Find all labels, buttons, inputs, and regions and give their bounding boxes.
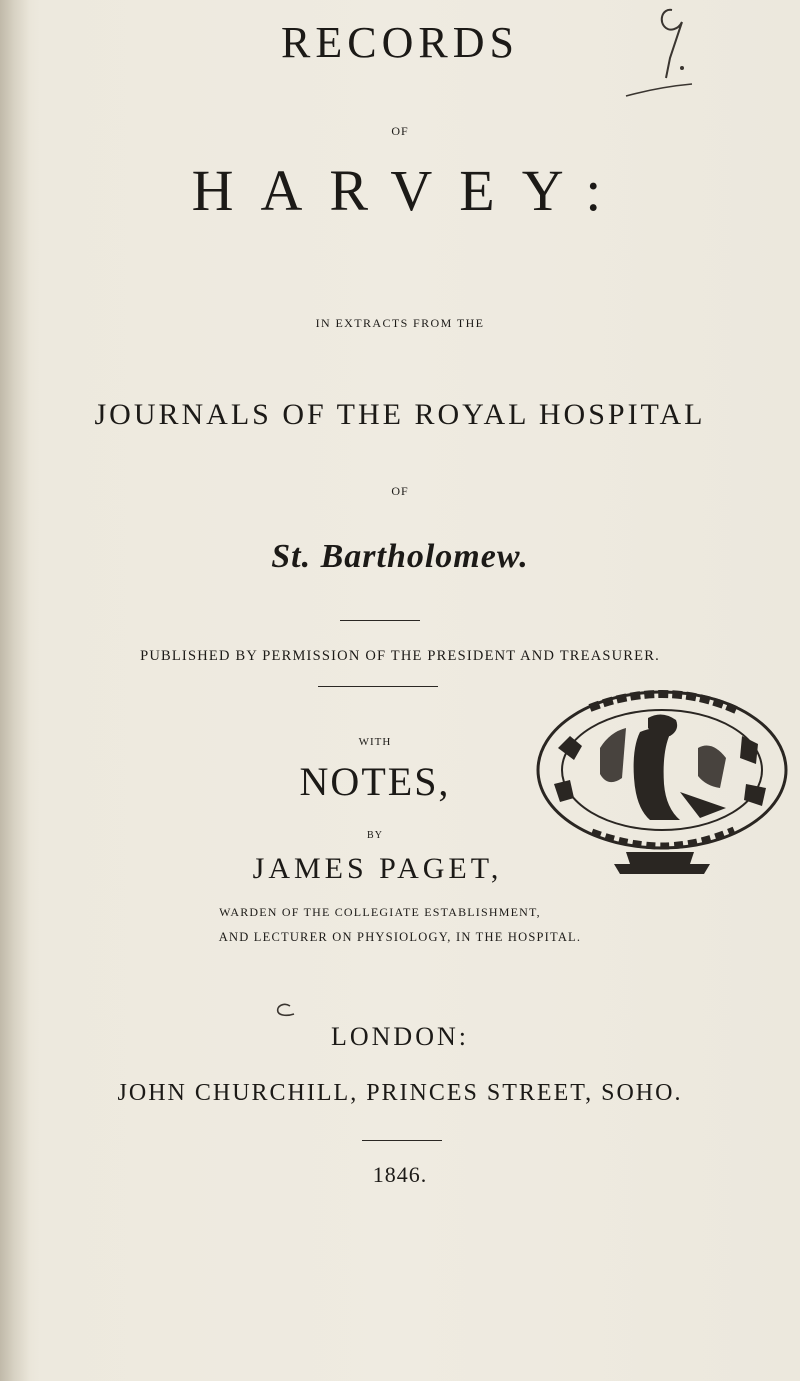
in-extracts-line: IN EXTRACTS FROM THE (315, 316, 485, 330)
published-by-line: PUBLISHED BY PERMISSION OF THE PRESIDENT AND TREASURER. (140, 648, 660, 664)
records-heading: RECORDS (281, 18, 519, 67)
divider-rule-3 (362, 1140, 442, 1141)
divider-rule-1 (340, 620, 420, 621)
author-role-warden: WARDEN OF THE COLLEGIATE ESTABLISHMENT, (219, 905, 541, 919)
publisher-line: JOHN CHURCHILL, PRINCES STREET, SOHO. (117, 1080, 683, 1106)
publication-year: 1846. (372, 1162, 428, 1187)
author-role-lecturer: AND LECTURER ON PHYSIOLOGY, IN THE HOSPITAL. (218, 930, 582, 944)
harvey-heading: HARVEY: (191, 158, 629, 223)
by-line: BY (367, 830, 383, 841)
with-line: WITH (358, 736, 392, 748)
of-line-1: OF (391, 124, 409, 138)
handwritten-c-mark (272, 1000, 296, 1020)
journals-heading: JOURNALS OF THE ROYAL HOSPITAL (94, 398, 706, 431)
of-line-2: OF (391, 484, 409, 498)
place-of-publication: LONDON: (331, 1022, 469, 1051)
author-name: JAMES PAGET, (252, 852, 503, 885)
notes-heading: NOTES, (299, 759, 451, 804)
divider-rule-2 (318, 686, 438, 687)
library-seal-stamp (530, 688, 795, 880)
hospital-name: St. Bartholomew. (271, 538, 529, 575)
